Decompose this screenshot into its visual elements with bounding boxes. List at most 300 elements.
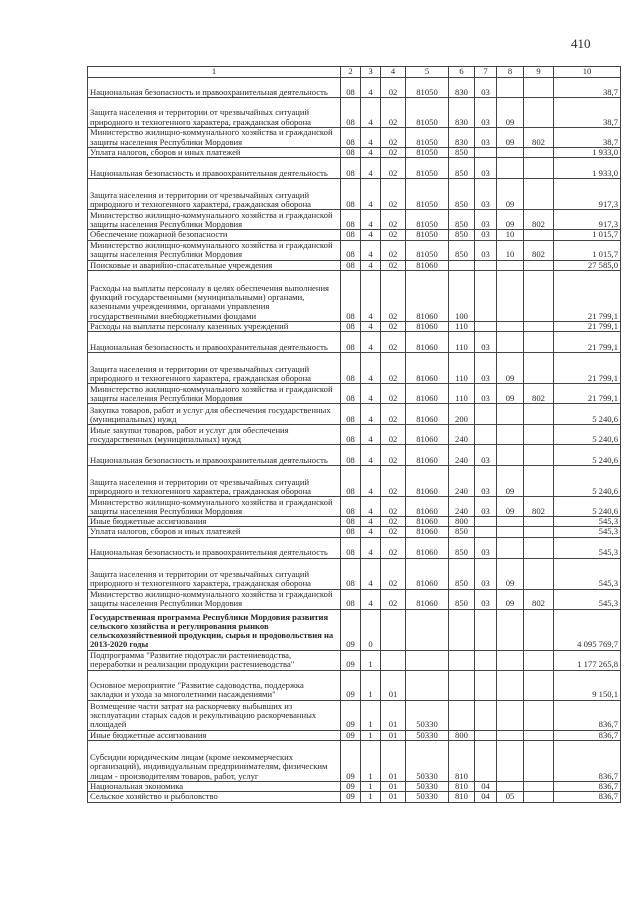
column-header: 8 (497, 67, 524, 78)
code-direction: 81060 (406, 270, 449, 321)
column-header: 1 (88, 67, 341, 78)
code-expense-type: 850 (449, 179, 475, 210)
column-header: 10 (554, 67, 621, 78)
row-name: Национальная безопасность и правоохранительная деятельность (88, 78, 341, 98)
code-division: 03 (475, 537, 497, 558)
code-subprogram: 4 (361, 158, 381, 179)
code-section: 08 (341, 260, 361, 270)
code-direction: 81050 (406, 148, 449, 158)
code-expense-type: 240 (449, 466, 475, 497)
code-ministry (524, 179, 554, 210)
code-subprogram: 4 (361, 321, 381, 331)
code-direction: 81060 (406, 384, 449, 404)
column-header: 9 (524, 67, 554, 78)
code-direction: 81060 (406, 589, 449, 609)
code-division: 03 (475, 128, 497, 148)
table-row (88, 148, 621, 158)
code-direction: 81060 (406, 260, 449, 270)
code-division (475, 260, 497, 270)
table-row (88, 260, 621, 270)
code-subdivision (497, 260, 524, 270)
code-expense-type: 240 (449, 497, 475, 517)
code-division (475, 425, 497, 445)
row-amount: 27 585,0 (554, 260, 621, 270)
row-name: Возмещение части затрат на раскорчевку выбывших из эксплуатации старых садов и рекультивацию раскорчеванных площадей (88, 700, 341, 730)
code-measure: 01 (381, 700, 406, 730)
code-ministry: 802 (524, 497, 554, 517)
row-amount: 1 933,0 (554, 158, 621, 179)
code-division (475, 670, 497, 700)
code-ministry: 802 (524, 210, 554, 230)
table-row (88, 445, 621, 466)
code-ministry (524, 650, 554, 670)
code-measure: 01 (381, 670, 406, 700)
row-name: Национальная безопасность и правоохранительная деятельность (88, 158, 341, 179)
code-section: 08 (341, 128, 361, 148)
row-name: Министерство жилищно-коммунального хозяйства и гражданской защиты населения Республики Мордовия (88, 128, 341, 148)
code-expense-type: 110 (449, 321, 475, 331)
code-subdivision: 09 (497, 497, 524, 517)
row-name: Иные закупки товаров, работ и услуг для обеспечения государственных (муниципальных) нужд (88, 425, 341, 445)
code-subprogram: 4 (361, 445, 381, 466)
code-division: 03 (475, 445, 497, 466)
code-direction: 81060 (406, 353, 449, 384)
code-measure: 02 (381, 445, 406, 466)
table-header-row (88, 67, 621, 78)
code-section: 08 (341, 353, 361, 384)
column-header: 4 (381, 67, 406, 78)
code-measure: 02 (381, 404, 406, 425)
code-expense-type: 850 (449, 210, 475, 230)
code-section: 09 (341, 609, 361, 650)
code-expense-type (449, 260, 475, 270)
code-subprogram: 4 (361, 466, 381, 497)
code-measure: 02 (381, 260, 406, 270)
code-ministry (524, 670, 554, 700)
code-expense-type: 830 (449, 128, 475, 148)
code-ministry (524, 425, 554, 445)
code-ministry (524, 98, 554, 128)
code-subdivision (497, 517, 524, 527)
table-row (88, 782, 621, 792)
code-section: 08 (341, 445, 361, 466)
code-measure: 01 (381, 782, 406, 792)
code-direction: 81060 (406, 445, 449, 466)
code-section: 08 (341, 589, 361, 609)
code-subprogram: 4 (361, 527, 381, 537)
code-section: 08 (341, 384, 361, 404)
code-expense-type: 110 (449, 384, 475, 404)
column-header: 6 (449, 67, 475, 78)
code-subdivision: 09 (497, 353, 524, 384)
code-division: 03 (475, 210, 497, 230)
code-subprogram: 1 (361, 782, 381, 792)
row-amount: 917,3 (554, 179, 621, 210)
code-section: 09 (341, 670, 361, 700)
code-measure: 02 (381, 270, 406, 321)
table-row (88, 609, 621, 650)
row-name: Национальная экономика (88, 782, 341, 792)
code-expense-type (449, 670, 475, 700)
code-division: 03 (475, 240, 497, 260)
code-measure: 02 (381, 517, 406, 527)
column-header: 7 (475, 67, 497, 78)
code-section: 09 (341, 650, 361, 670)
code-expense-type: 850 (449, 230, 475, 240)
code-subdivision (497, 425, 524, 445)
row-name: Иные бюджетные ассигнования (88, 730, 341, 740)
code-subdivision (497, 445, 524, 466)
code-section: 08 (341, 404, 361, 425)
code-ministry (524, 78, 554, 98)
code-direction: 81050 (406, 158, 449, 179)
code-direction: 81050 (406, 128, 449, 148)
code-subdivision (497, 782, 524, 792)
code-division: 03 (475, 332, 497, 353)
row-name: Расходы на выплаты персоналу в целях обеспечения выполнения функций государственными (муниципальными) органами, казенными учреждениями, органами управления государственными внебюджетными фондами (88, 270, 341, 321)
code-ministry (524, 260, 554, 270)
code-section: 08 (341, 517, 361, 527)
code-measure: 02 (381, 558, 406, 589)
table-row (88, 210, 621, 230)
code-subdivision (497, 609, 524, 650)
table-row (88, 537, 621, 558)
code-direction: 81060 (406, 527, 449, 537)
row-name: Министерство жилищно-коммунального хозяйства и гражданской защиты населения Республики Мордовия (88, 240, 341, 260)
code-division (475, 404, 497, 425)
row-name: Сельское хозяйство и рыболовство (88, 792, 341, 802)
row-name: Министерство жилищно-коммунального хозяйства и гражданской защиты населения Республики Мордовия (88, 497, 341, 517)
code-expense-type: 800 (449, 517, 475, 527)
row-amount: 836,7 (554, 700, 621, 730)
code-measure: 02 (381, 240, 406, 260)
table-row (88, 741, 621, 782)
code-section: 09 (341, 730, 361, 740)
code-ministry (524, 609, 554, 650)
code-subdivision (497, 332, 524, 353)
code-direction: 50330 (406, 782, 449, 792)
row-name: Защита населения и территории от чрезвычайных ситуаций природного и техногенного характера, гражданская оборона (88, 466, 341, 497)
table-row (88, 332, 621, 353)
code-ministry: 802 (524, 589, 554, 609)
code-subdivision (497, 270, 524, 321)
row-name: Обеспечение пожарной безопасности (88, 230, 341, 240)
code-measure: 02 (381, 148, 406, 158)
code-ministry (524, 558, 554, 589)
code-division: 04 (475, 782, 497, 792)
code-expense-type: 110 (449, 332, 475, 353)
row-name: Национальная безопасность и правоохранительная деятельность (88, 537, 341, 558)
code-section: 09 (341, 741, 361, 782)
code-direction: 81050 (406, 210, 449, 230)
code-division: 04 (475, 792, 497, 802)
code-subprogram: 1 (361, 741, 381, 782)
code-subprogram: 1 (361, 792, 381, 802)
row-amount: 836,7 (554, 782, 621, 792)
row-amount: 9 150,1 (554, 670, 621, 700)
code-measure: 02 (381, 527, 406, 537)
code-subdivision (497, 404, 524, 425)
row-amount: 836,7 (554, 741, 621, 782)
code-division (475, 527, 497, 537)
row-name: Министерство жилищно-коммунального хозяйства и гражданской защиты населения Республики Мордовия (88, 210, 341, 230)
code-direction: 81050 (406, 240, 449, 260)
row-amount: 21 799,1 (554, 384, 621, 404)
code-division: 03 (475, 353, 497, 384)
code-expense-type: 850 (449, 558, 475, 589)
code-ministry (524, 445, 554, 466)
row-amount: 545,3 (554, 558, 621, 589)
code-subprogram: 4 (361, 230, 381, 240)
code-ministry: 802 (524, 384, 554, 404)
row-name: Защита населения и территории от чрезвычайных ситуаций природного и техногенного характера, гражданская оборона (88, 98, 341, 128)
code-subdivision: 10 (497, 230, 524, 240)
code-division (475, 609, 497, 650)
row-amount: 38,7 (554, 128, 621, 148)
code-measure: 02 (381, 179, 406, 210)
row-amount: 21 799,1 (554, 321, 621, 331)
code-division (475, 700, 497, 730)
code-expense-type: 850 (449, 158, 475, 179)
code-measure: 01 (381, 792, 406, 802)
table-row (88, 353, 621, 384)
row-amount: 1 177 265,8 (554, 650, 621, 670)
row-name: Субсидии юридическим лицам (кроме некоммерческих организаций), индивидуальным предпринимателям, физическим лицам - производителям товаров, работ, услуг (88, 741, 341, 782)
code-division: 03 (475, 230, 497, 240)
code-expense-type (449, 609, 475, 650)
code-expense-type: 810 (449, 782, 475, 792)
code-direction: 81060 (406, 558, 449, 589)
code-section: 08 (341, 466, 361, 497)
code-section: 08 (341, 332, 361, 353)
table-row (88, 670, 621, 700)
code-expense-type (449, 650, 475, 670)
code-ministry (524, 517, 554, 527)
column-header: 3 (361, 67, 381, 78)
code-section: 08 (341, 321, 361, 331)
row-amount: 545,3 (554, 537, 621, 558)
row-name: Государственная программа Республики Мордовия развития сельского хозяйства и регулирования рынков сельскохозяйственной продукции, сырья и продовольствия на 2013-2020 годы (88, 609, 341, 650)
code-direction: 81050 (406, 230, 449, 240)
code-direction: 50330 (406, 730, 449, 740)
row-name: Национальная безопасность и правоохранительная деятельность (88, 445, 341, 466)
row-name: Закупка товаров, работ и услуг для обеспечения государственных (муниципальных) нужд (88, 404, 341, 425)
row-name: Уплата налогов, сборов и иных платежей (88, 148, 341, 158)
code-division: 03 (475, 558, 497, 589)
table-row (88, 98, 621, 128)
code-measure (381, 650, 406, 670)
code-expense-type: 810 (449, 792, 475, 802)
row-name: Уплата налогов, сборов и иных платежей (88, 527, 341, 537)
code-expense-type: 850 (449, 148, 475, 158)
table-row (88, 240, 621, 260)
code-division: 03 (475, 179, 497, 210)
code-direction: 81060 (406, 332, 449, 353)
code-subdivision (497, 730, 524, 740)
code-section: 08 (341, 78, 361, 98)
code-direction: 81050 (406, 179, 449, 210)
code-measure: 02 (381, 98, 406, 128)
code-ministry (524, 332, 554, 353)
code-subprogram: 0 (361, 609, 381, 650)
code-ministry (524, 230, 554, 240)
row-amount: 1 933,0 (554, 148, 621, 158)
code-subdivision (497, 148, 524, 158)
row-amount: 5 240,6 (554, 404, 621, 425)
table-row (88, 466, 621, 497)
table-row (88, 404, 621, 425)
code-section: 08 (341, 497, 361, 517)
code-expense-type: 830 (449, 78, 475, 98)
code-subprogram: 4 (361, 558, 381, 589)
code-section: 08 (341, 210, 361, 230)
code-division: 03 (475, 98, 497, 128)
row-amount: 917,3 (554, 210, 621, 230)
code-direction: 50330 (406, 792, 449, 802)
column-header: 5 (406, 67, 449, 78)
table-row (88, 730, 621, 740)
code-division (475, 270, 497, 321)
code-expense-type: 240 (449, 445, 475, 466)
row-amount: 4 095 769,7 (554, 609, 621, 650)
code-direction: 81060 (406, 321, 449, 331)
code-ministry (524, 782, 554, 792)
code-division (475, 730, 497, 740)
code-direction (406, 670, 449, 700)
code-subdivision: 05 (497, 792, 524, 802)
code-subprogram: 1 (361, 650, 381, 670)
code-subprogram: 1 (361, 670, 381, 700)
code-direction: 50330 (406, 700, 449, 730)
code-ministry (524, 158, 554, 179)
code-section: 08 (341, 240, 361, 260)
row-amount: 5 240,6 (554, 497, 621, 517)
code-subprogram: 4 (361, 78, 381, 98)
code-subdivision (497, 650, 524, 670)
code-direction: 81060 (406, 404, 449, 425)
code-measure: 02 (381, 78, 406, 98)
row-amount: 545,3 (554, 517, 621, 527)
code-section: 09 (341, 782, 361, 792)
code-subprogram: 4 (361, 384, 381, 404)
row-name: Подпрограмма "Развитие подотрасли растениеводства, переработки и реализации продукции растениеводства" (88, 650, 341, 670)
code-subprogram: 4 (361, 240, 381, 260)
code-subdivision (497, 700, 524, 730)
code-direction (406, 609, 449, 650)
code-ministry (524, 537, 554, 558)
table-row (88, 425, 621, 445)
code-measure: 02 (381, 158, 406, 179)
code-direction: 81060 (406, 537, 449, 558)
code-division: 03 (475, 466, 497, 497)
page-number: 410 (571, 36, 591, 51)
row-name: Основное мероприятие "Развитие садоводства, поддержка закладки и ухода за многолетними насаждениями" (88, 670, 341, 700)
code-expense-type: 110 (449, 353, 475, 384)
row-amount: 836,7 (554, 730, 621, 740)
table-row (88, 179, 621, 210)
code-division (475, 321, 497, 331)
code-measure: 02 (381, 128, 406, 148)
code-subprogram: 4 (361, 537, 381, 558)
code-subdivision (497, 670, 524, 700)
row-name: Министерство жилищно-коммунального хозяйства и гражданской защиты населения Республики Мордовия (88, 384, 341, 404)
code-section: 08 (341, 158, 361, 179)
code-measure: 02 (381, 589, 406, 609)
code-subprogram: 4 (361, 98, 381, 128)
code-section: 08 (341, 270, 361, 321)
code-expense-type: 850 (449, 589, 475, 609)
code-division (475, 650, 497, 670)
code-division: 03 (475, 384, 497, 404)
code-subdivision: 09 (497, 558, 524, 589)
code-division: 03 (475, 589, 497, 609)
code-subprogram: 4 (361, 260, 381, 270)
code-ministry (524, 792, 554, 802)
code-direction: 81060 (406, 466, 449, 497)
code-direction: 81050 (406, 78, 449, 98)
table-row (88, 792, 621, 802)
code-ministry (524, 321, 554, 331)
row-amount: 1 015,7 (554, 230, 621, 240)
table-row (88, 270, 621, 321)
code-subprogram: 4 (361, 404, 381, 425)
code-subdivision: 09 (497, 179, 524, 210)
code-subdivision (497, 741, 524, 782)
code-ministry (524, 741, 554, 782)
code-subdivision: 09 (497, 384, 524, 404)
row-amount: 5 240,6 (554, 466, 621, 497)
table-row (88, 78, 621, 98)
code-measure: 02 (381, 537, 406, 558)
code-subprogram: 4 (361, 270, 381, 321)
row-name: Министерство жилищно-коммунального хозяйства и гражданской защиты населения Республики Мордовия (88, 589, 341, 609)
table-row (88, 158, 621, 179)
row-amount: 545,3 (554, 589, 621, 609)
code-subprogram: 4 (361, 497, 381, 517)
code-ministry: 802 (524, 240, 554, 260)
code-subprogram: 4 (361, 425, 381, 445)
table-row (88, 650, 621, 670)
code-division: 03 (475, 497, 497, 517)
row-name: Иные бюджетные ассигнования (88, 517, 341, 527)
code-section: 08 (341, 558, 361, 589)
code-subdivision: 09 (497, 589, 524, 609)
code-ministry (524, 148, 554, 158)
code-section: 09 (341, 792, 361, 802)
code-subprogram: 4 (361, 179, 381, 210)
table-row (88, 700, 621, 730)
row-amount: 545,3 (554, 527, 621, 537)
code-direction: 81060 (406, 425, 449, 445)
code-expense-type: 240 (449, 425, 475, 445)
table-row (88, 321, 621, 331)
code-section: 08 (341, 537, 361, 558)
code-subdivision (497, 158, 524, 179)
code-section: 08 (341, 527, 361, 537)
code-subprogram: 4 (361, 332, 381, 353)
code-measure: 02 (381, 230, 406, 240)
table-row (88, 589, 621, 609)
row-amount: 5 240,6 (554, 445, 621, 466)
code-measure (381, 609, 406, 650)
row-name: Защита населения и территории от чрезвычайных ситуаций природного и техногенного характера, гражданская оборона (88, 558, 341, 589)
row-name: Расходы на выплаты персоналу казенных учреждений (88, 321, 341, 331)
code-expense-type: 850 (449, 240, 475, 260)
code-subprogram: 1 (361, 730, 381, 740)
code-expense-type: 850 (449, 537, 475, 558)
code-subprogram: 4 (361, 353, 381, 384)
table-row (88, 527, 621, 537)
